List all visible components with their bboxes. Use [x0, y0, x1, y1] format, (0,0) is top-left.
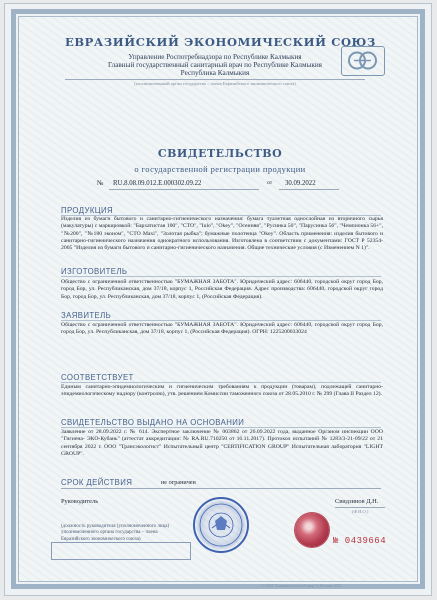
conformity-text: Единым санитарно-эпидемиологическим и гигиеническим требованиям к продукции (товарам), подлежащей санитарно-эпидемиологическому надзору (контролю), утв. решением Комиссии таможенного союза от 28.05.2010 г. № 299 (Глава II Раздел 12).	[61, 384, 383, 398]
signatory-name: Свидзинов Д.Н.	[335, 498, 379, 505]
validity-heading: СРОК ДЕЙСТВИЯ	[61, 478, 133, 487]
divider	[61, 382, 381, 383]
date-underline	[279, 189, 339, 190]
divider	[61, 427, 381, 428]
validity-value: не ограничен	[161, 479, 196, 486]
basis-heading: СВИДЕТЕЛЬСТВО ВЫДАНО НА ОСНОВАНИИ	[61, 418, 245, 427]
divider	[61, 488, 381, 489]
number-underline	[109, 189, 259, 190]
stamp-box	[51, 542, 191, 560]
certificate-sheet	[4, 3, 432, 596]
signatory-role: Руководитель	[61, 498, 99, 505]
basis-text: Заявление от 28.09.2022 г. № 614. Экспертное заключение № 003862 от 26.09.2022 года, выданное Органом инспекции ООО "Гигиена- ЭКО-Кубань" (аттестат аккредитации: № RA.RU.710250 от 16.11.2017). Протокол испытаний № 1283/3-21-09/22 от 21 сентября 2022 г. ООО "Трансэкологист" Испытательный центр "CERTIFICATION GROUP" Испытательная лаборатория "LIGHT GROUP".	[61, 429, 383, 457]
authority-line-1: Управление Роспотребнадзора по Республике Калмыкия	[128, 53, 302, 61]
certificate-title: СВИДЕТЕЛЬСТВО	[157, 147, 283, 160]
certificate-date: 30.09.2022	[285, 180, 316, 187]
official-seal-icon	[193, 497, 249, 553]
certificate-subtitle: о государственной регистрации продукции	[134, 164, 306, 174]
union-title: ЕВРАЗИЙСКИЙ ЭКОНОМИЧЕСКИЙ СОЮЗ	[65, 35, 376, 49]
authority-line-2: Главный государственный санитарный врач по Республике Калмыкия	[108, 61, 322, 69]
manufacturer-heading: ИЗГОТОВИТЕЛЬ	[61, 267, 128, 276]
authority-caption: (уполномоченный орган государства – члена Евразийского экономического союза)	[134, 81, 296, 86]
product-heading: ПРОДУКЦИЯ	[61, 206, 113, 215]
name-underline	[335, 507, 385, 508]
number-prefix: №	[97, 180, 104, 187]
divider	[61, 276, 381, 277]
divider	[61, 320, 381, 321]
date-prefix: от	[267, 180, 273, 186]
applicant-heading: ЗАЯВИТЕЛЬ	[61, 311, 112, 320]
product-text: Изделия из бумаги бытового и санитарно-гигиенического назначения: бумага туалетная однослойная из вторичного сырья (макулатуры) с маркировкой: "Бархатистая 100", "СТО", "Iulo", "Okey", "Осенняя", "Русинка 50", "Парусинка 56", "Чемпионка 56+", "№200", "№180 эконом", "СТО Махі", "Золотая рыбка"; бумажные полотенца "Okey". Область применения: изделия бытового и санитарно-гигиенического назначения однократного использования. Изготовлена в соответствии с документами: ГОСТ Р 52354-2005 "Изделия из бумаги бытового и санитарно-гигиенического назначения. Общие технические условия (с Изменением N 1)".	[61, 216, 383, 252]
serial-number: № 0439664	[333, 536, 387, 546]
manufacturer-text: Общество с ограниченной ответственностью "БУМАЖНАЯ ЗАБОТА". Юридический адрес: 606440, городской округ город Бор, город Бор, ул. Республиканская, дом 37/18, корпус 1, Российская Федерация. Адрес производства: 606440, городской округ город Бор, город Бор, ул. Республиканская, дом 37/18, корпус 1, (Российская Федерация).	[61, 279, 383, 300]
conformity-heading: СООТВЕТСТВУЕТ	[61, 373, 134, 382]
stamp-caption: (должность руководителя (уполномоченного лица) уполномоченного органа государства – члена Евразийского экономического союза)	[61, 524, 170, 542]
authority-line-3: Республика Калмыкия	[180, 69, 250, 77]
certificate-number: RU.8.08.09.012.Е.000302.09.22	[113, 180, 202, 187]
divider	[65, 79, 365, 80]
print-note: © ООО "Главный печатный двор" г. Москва, 2021	[261, 584, 342, 588]
applicant-text: Общество с ограниченной ответственностью "БУМАЖНАЯ ЗАБОТА". Юридический адрес: 606440, городской округ город Бор, город Бор, ул. Республиканская, дом 37/18, корпус 1, (Российская Федерация). ОГРН: 1225200033024	[61, 322, 383, 336]
name-caption: (Ф.И.О.)	[352, 509, 369, 514]
hologram-sticker-icon	[295, 513, 329, 547]
